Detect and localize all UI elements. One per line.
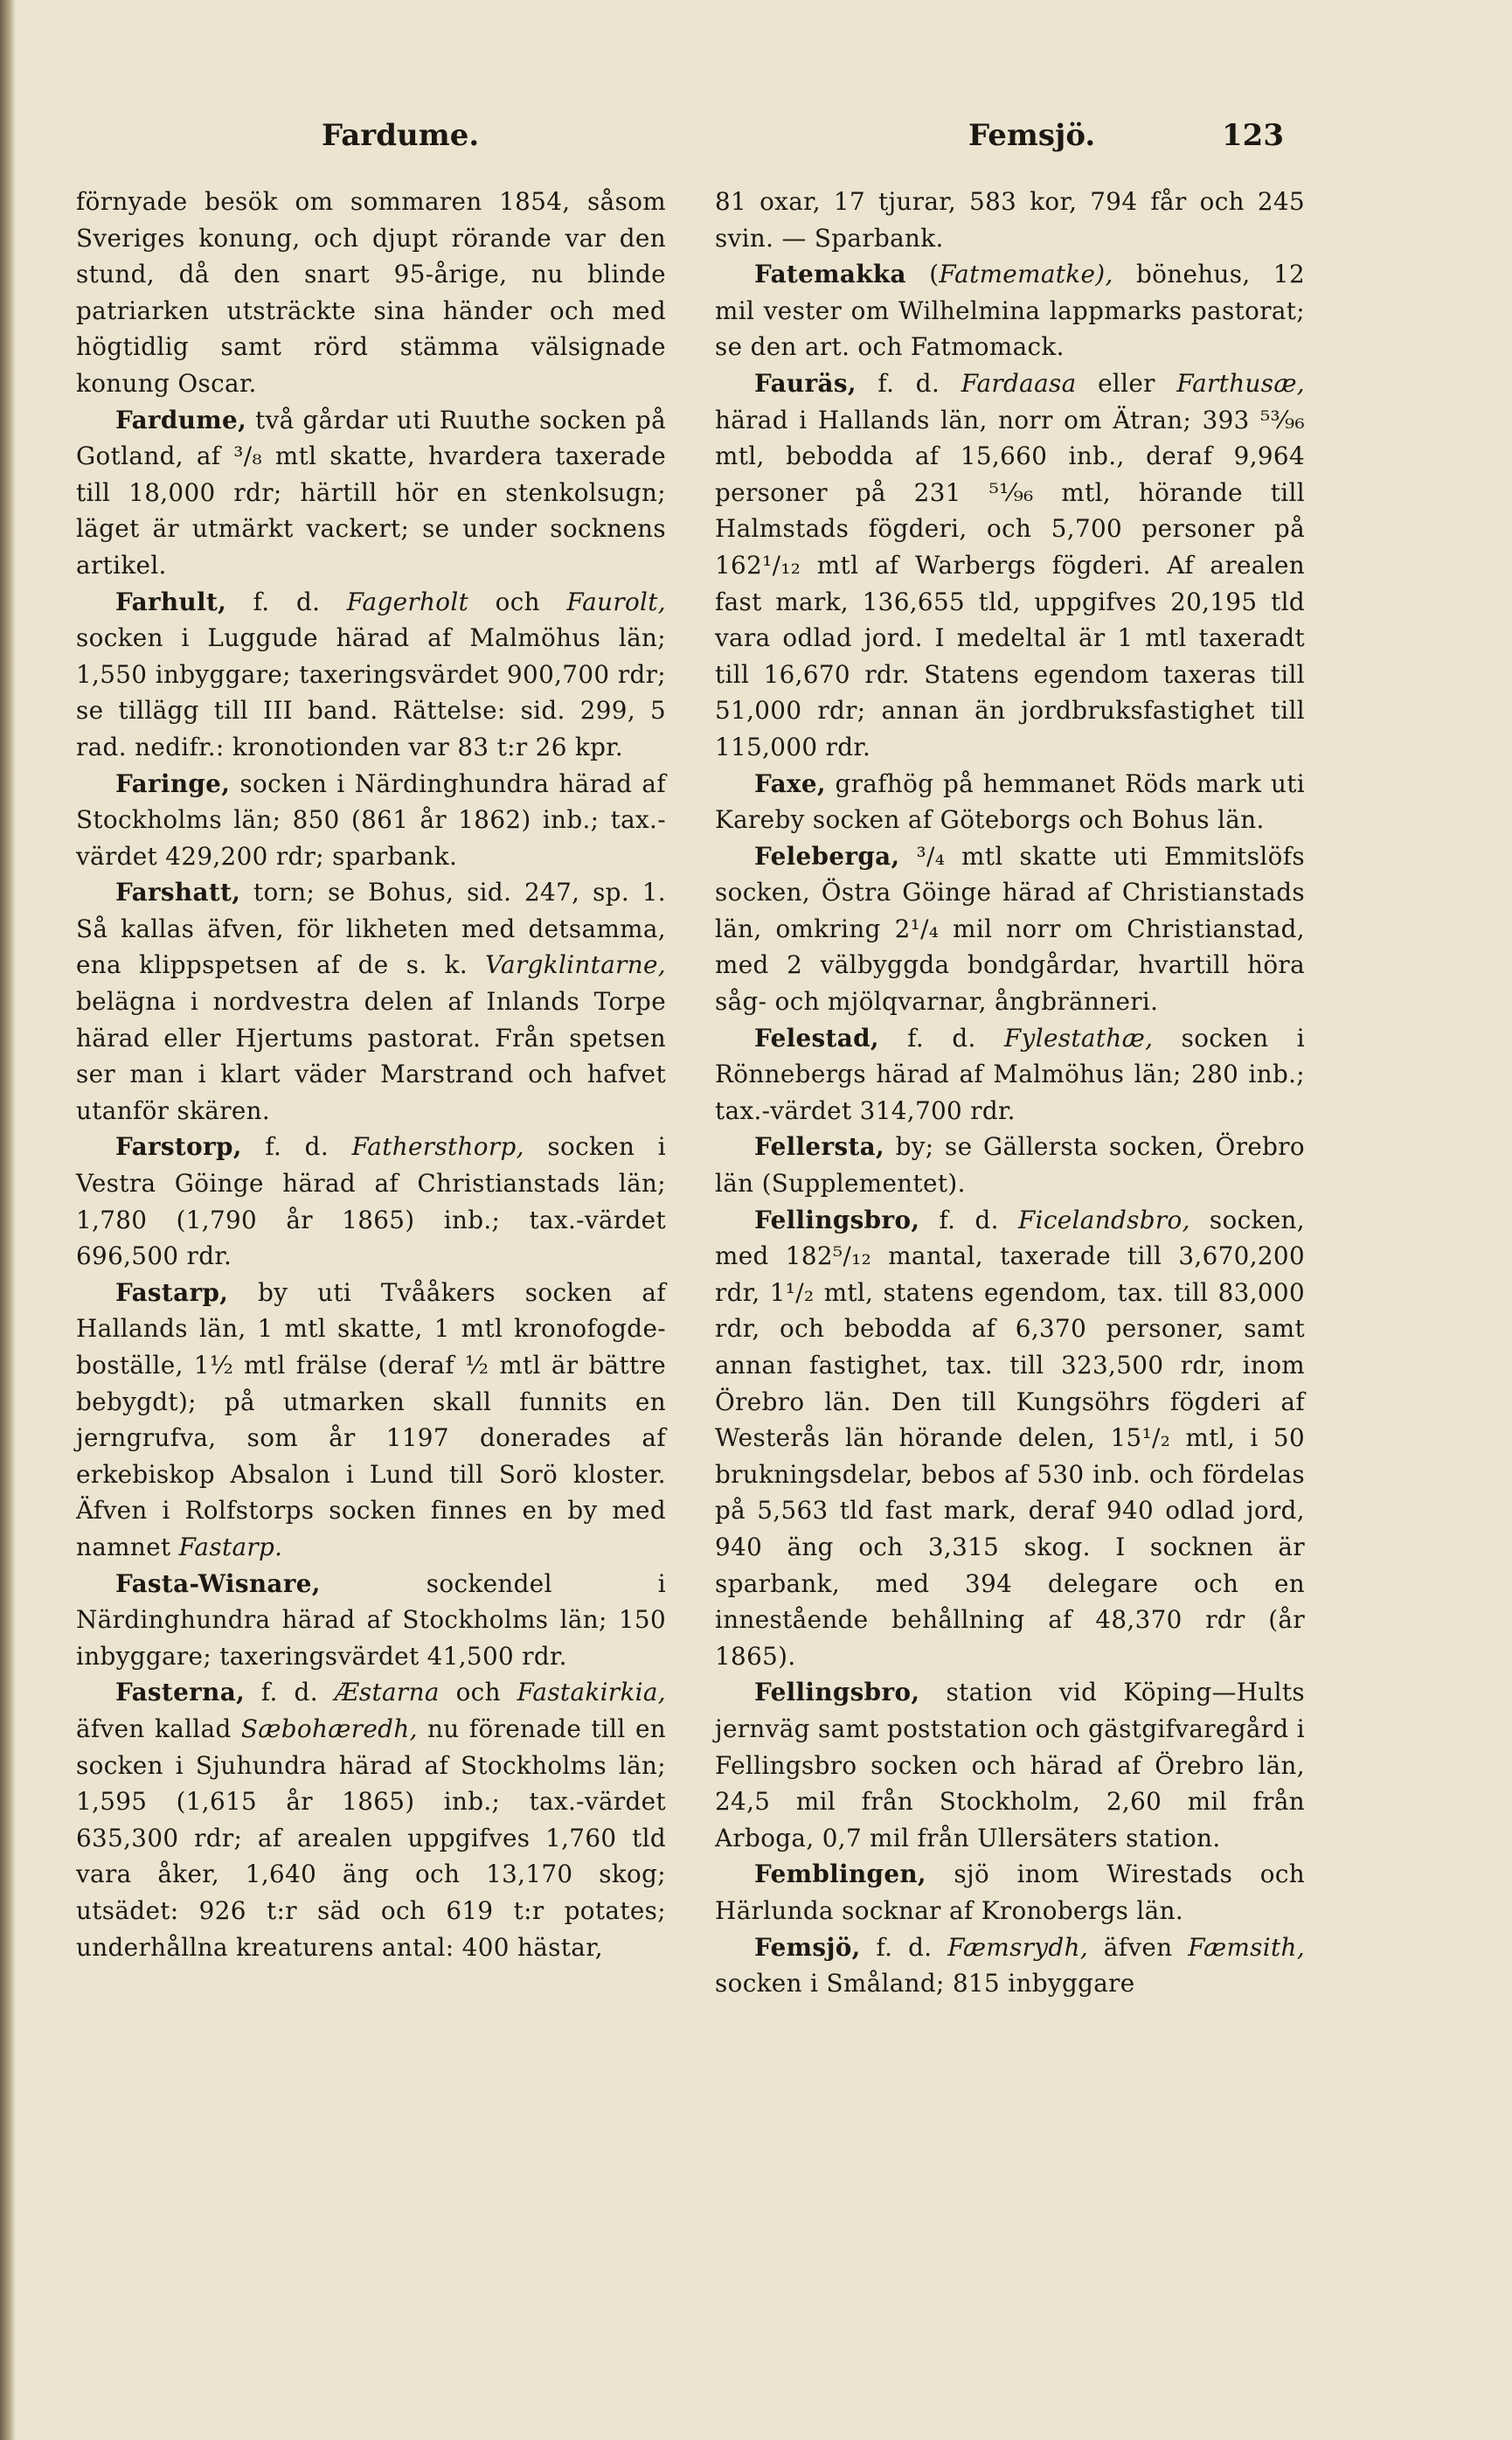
entry-farhult: Farhult, f. d. Fagerholt och Faurolt, socken i Luggude härad af Malmöhus län; 1,550 inbyggare; taxeringsvärdet 900,700 rdr; se tillägg till III band. Rättelse: sid. 299, 5 rad. nedifr.: kronotionden var 83 t:r 26 kpr. [76,587,666,761]
entry-farstorp: Farstorp, f. d. Fathersthorp, socken i Vestra Göinge härad af Christianstads län; 1,780 (1,790 år 1865) inb.; tax.-värdet 696,500 rdr. [76,1132,666,1271]
entry-fauras: Fauräs, f. d. Fardaasa eller Farthusæ, härad i Hallands län, norr om Ätran; 393 ⁵³⁄₉₆ mtl, bebodda af 15,660 inb., deraf 9,964 personer på 231 ⁵¹⁄₉₆ mtl, hörande till Halmstads fögderi, och 5,700 personer på 162¹/₁₂ mtl af Warbergs fögderi. Af arealen fast mark, 136,655 tld, uppgifves 20,195 tld vara odlad jord. I medeltal är 1 mtl taxeradt till 16,670 rdr. Statens egendom taxeras till 51,000 rdr; annan än jordbruksfastighet till 115,000 rdr. [715,368,1305,761]
header-left-word: Fardume. [322,118,480,153]
entry-feleberga: Feleberga, ³/₄ mtl skatte uti Emmitslöfs socken, Östra Göinge härad af Christianstads län, omkring 2¹/₄ mil norr om Christianstad, med 2 välbyggda bondgårdar, hvartill höra såg- och mjölqvarnar, ångbränneri. [715,841,1305,1017]
header-center-word: Femsjö. [968,118,1096,153]
continuation-paragraph: 81 oxar, 17 tjurar, 583 kor, 794 får och 245 svin. — Sparbank. [715,187,1305,253]
entry-fardume: Fardume, två gårdar uti Ruuthe socken på Gotland, af ³/₈ mtl skatte, hvardera taxerade till 18,000 rdr; härtill hör en stenkolsugn; läget är utmärkt vackert; se under socknens artikel. [76,405,666,580]
continuation-paragraph: förnyade besök om sommaren 1854, såsom Sveriges konung, och djupt rörande var den stund, då den snart 95-årige, nu blinde patriarken utsträckte sina händer och med högtidlig samt rörd stämma välsignade konung Oscar. [76,187,666,398]
entry-fatemakka: Fatemakka (Fatmematke), bönehus, 12 mil vester om Wilhelmina lappmarks pastorat; se den art. och Fatmomack. [715,260,1305,362]
entry-fellersta: Fellersta, by; se Gällersta socken, Örebro län (Supplementet). [715,1132,1305,1199]
entry-faxe: Faxe, grafhög på hemmanet Röds mark uti Kareby socken af Göteborgs och Bohus län. [715,768,1305,835]
entry-fastarp: Fastarp, by uti Tvååkers socken af Hallands län, 1 mtl skatte, 1 mtl kronofogde-boställe, 1½ mtl frälse (deraf ½ mtl är bättre bebygdt); på utmarken skall funnits en jerngrufva, som år 1197 donerades af erkebiskop Absalon i Lund till Sorö kloster. Äfven i Rolfstorps socken finnes en by med namnet Fastarp. [76,1277,666,1561]
running-header [79,118,1284,162]
entry-fellingsbro-station: Fellingsbro, station vid Köping—Hults jernväg samt poststation och gästgifvaregård i Fellingsbro socken och härad af Örebro län, 24,5 mil från Stockholm, 2,60 mil från Arboga, 0,7 mil från Ullersäters station. [715,1678,1305,1853]
page-number: 123 [1222,118,1284,153]
entry-fellingsbro-socken: Fellingsbro, f. d. Ficelandsbro, socken, med 182⁵/₁₂ mantal, taxerade till 3,670,200 rdr, 1¹/₂ mtl, statens egendom, tax. till 83,000 rdr, och bebodda af 6,370 personer, samt annan fastighet, tax. till 323,500 rdr, inom Örebro län. Den till Kungsöhrs fögderi af Westerås län hörande delen, 15¹/₂ mtl, i 50 brukningsdelar, bebos af 530 inb. och fördelas på 5,563 tld fast mark, deraf 940 odlad jord, 940 äng och 3,315 skog. I socknen är sparbank, med 394 delegare och en innestående behållning af 48,370 rdr (år 1865). [715,1205,1305,1671]
left-column [76,184,666,1965]
entry-fasta-wisnare: Fasta-Wisnare, sockendel i Närdinghundra härad af Stockholms län; 150 inbyggare; taxeringsvärdet 41,500 rdr. [76,1568,666,1671]
entry-femsjo: Femsjö, f. d. Fæmsrydh, äfven Fæmsith, socken i Småland; 815 inbyggare [715,1932,1305,1999]
entry-femblingen: Femblingen, sjö inom Wirestads och Härlunda socknar af Kronobergs län. [715,1860,1305,1925]
right-column [715,184,1305,2002]
entry-felestad: Felestad, f. d. Fylestathæ, socken i Rönnebergs härad af Malmöhus län; 280 inb.; tax.-värdet 314,700 rdr. [715,1023,1305,1125]
entry-faringe: Faringe, socken i Närdinghundra härad af Stockholms län; 850 (861 år 1862) inb.; tax.-värdet 429,200 rdr; sparbank. [76,768,666,871]
entry-farshatt: Farshatt, torn; se Bohus, sid. 247, sp. 1. Så kallas äfven, för likheten med detsamma, ena klippspetsen af de s. k. Vargklintarne, belägna i nordvestra delen af Inlands Torpe härad eller Hjertums pastorat. Från spetsen ser man i klart väder Marstrand och hafvet utanför skären. [76,878,666,1125]
entry-fasterna: Fasterna, f. d. Æstarna och Fastakirkia, äfven kallad Sæbohæredh, nu förenade till en socken i Sjuhundra härad af Stockholms län; 1,595 (1,615 år 1865) inb.; tax.-värdet 635,300 rdr; af arealen uppgifves 1,760 tld vara åker, 1,640 äng och 13,170 skog; utsädet: 926 t:r säd och 619 t:r potates; underhållna kreaturens antal: 400 hästar, [76,1678,666,1962]
